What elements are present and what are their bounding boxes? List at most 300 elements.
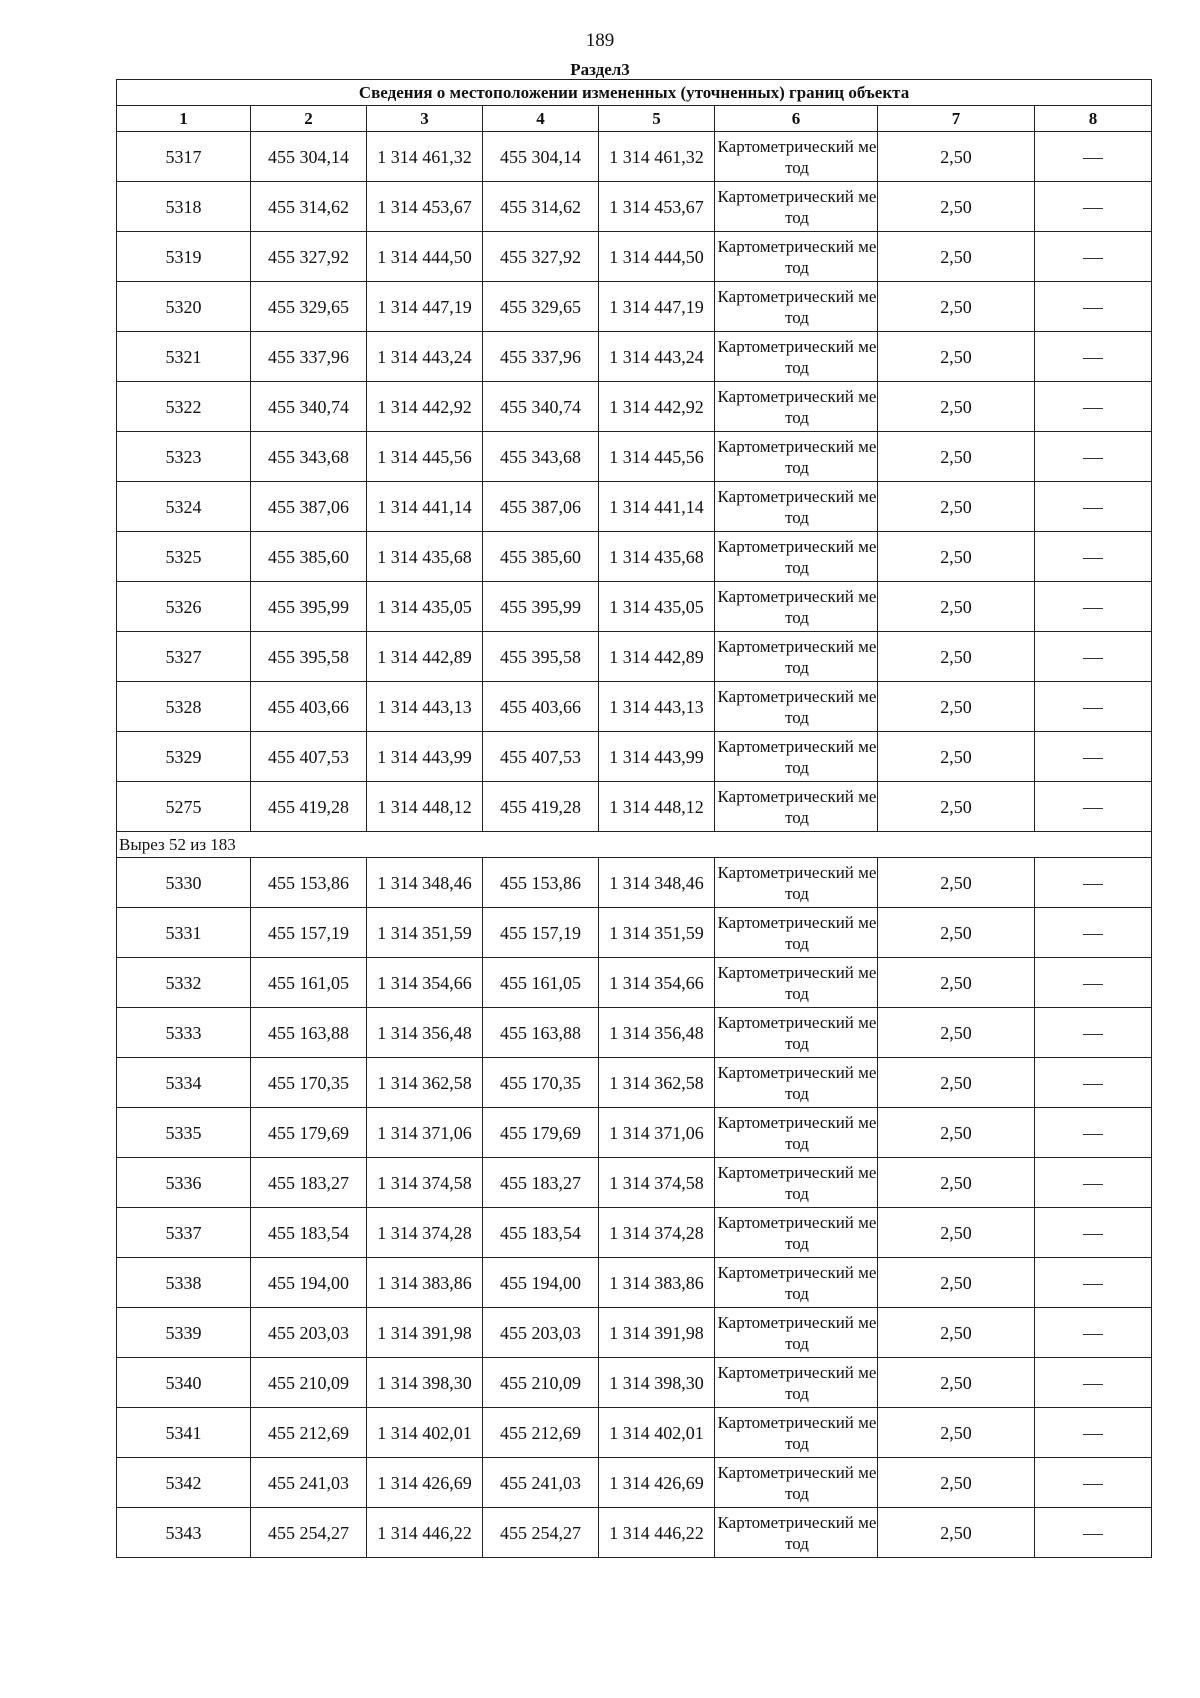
x-coordinate-cell: 455 194,00 [251, 1258, 367, 1308]
point-number-cell: 5340 [117, 1358, 251, 1408]
x-refined-cell: 455 203,03 [483, 1308, 599, 1358]
y-refined-cell: 1 314 443,13 [599, 682, 715, 732]
x-refined-cell: 455 387,06 [483, 482, 599, 532]
note-cell [1035, 1508, 1152, 1558]
method-cell: Картометрический метод [715, 1308, 878, 1358]
x-coordinate-cell: 455 327,92 [251, 232, 367, 282]
x-coordinate-cell: 455 385,60 [251, 532, 367, 582]
y-refined-cell: 1 314 354,66 [599, 958, 715, 1008]
y-coordinate-cell: 1 314 435,68 [367, 532, 483, 582]
x-refined-cell: 455 304,14 [483, 132, 599, 182]
accuracy-cell: 2,50 [878, 1108, 1035, 1158]
y-coordinate-cell: 1 314 362,58 [367, 1058, 483, 1108]
method-cell: Картометрический метод [715, 1108, 878, 1158]
y-coordinate-cell: 1 314 348,46 [367, 858, 483, 908]
page-number: 189 [585, 30, 615, 51]
method-cell: Картометрический метод [715, 582, 878, 632]
x-coordinate-cell: 455 170,35 [251, 1058, 367, 1108]
method-cell: Картометрический метод [715, 1058, 878, 1108]
y-refined-cell: 1 314 362,58 [599, 1058, 715, 1108]
accuracy-cell: 2,50 [878, 1308, 1035, 1358]
dash-mark [1083, 208, 1103, 209]
x-coordinate-cell: 455 343,68 [251, 432, 367, 482]
table-row [117, 858, 1152, 908]
dash-mark [1083, 158, 1103, 159]
note-text [1103, 696, 1104, 697]
point-number-cell: 5325 [117, 532, 251, 582]
x-refined-cell: 455 153,86 [483, 858, 599, 908]
note-cell [1035, 1058, 1152, 1108]
y-refined-cell: 1 314 356,48 [599, 1008, 715, 1058]
x-refined-cell: 455 157,19 [483, 908, 599, 958]
table-caption: Сведения о местоположении измененных (уточненных) границ объекта [117, 80, 1152, 106]
note-cell [1035, 1258, 1152, 1308]
x-coordinate-cell: 455 153,86 [251, 858, 367, 908]
group-label-row [117, 832, 1152, 858]
accuracy-cell: 2,50 [878, 782, 1035, 832]
y-coordinate-cell: 1 314 448,12 [367, 782, 483, 832]
accuracy-cell: 2,50 [878, 282, 1035, 332]
y-refined-cell: 1 314 442,92 [599, 382, 715, 432]
y-coordinate-cell: 1 314 356,48 [367, 1008, 483, 1058]
point-number-cell: 5337 [117, 1208, 251, 1258]
note-cell [1035, 1308, 1152, 1358]
note-text [1103, 1172, 1104, 1173]
accuracy-cell: 2,50 [878, 908, 1035, 958]
dash-mark [1083, 1534, 1103, 1535]
point-number-cell: 5275 [117, 782, 251, 832]
accuracy-cell: 2,50 [878, 232, 1035, 282]
y-refined-cell: 1 314 461,32 [599, 132, 715, 182]
point-number-cell: 5317 [117, 132, 251, 182]
y-refined-cell: 1 314 426,69 [599, 1458, 715, 1508]
x-coordinate-cell: 455 210,09 [251, 1358, 367, 1408]
method-cell: Картометрический метод [715, 482, 878, 532]
x-refined-cell: 455 407,53 [483, 732, 599, 782]
method-cell: Картометрический метод [715, 782, 878, 832]
accuracy-cell: 2,50 [878, 1058, 1035, 1108]
accuracy-cell: 2,50 [878, 332, 1035, 382]
x-refined-cell: 455 212,69 [483, 1408, 599, 1458]
x-coordinate-cell: 455 387,06 [251, 482, 367, 532]
note-text [1103, 346, 1104, 347]
accuracy-cell: 2,50 [878, 382, 1035, 432]
y-coordinate-cell: 1 314 447,19 [367, 282, 483, 332]
method-cell: Картометрический метод [715, 1408, 878, 1458]
x-refined-cell: 455 395,99 [483, 582, 599, 632]
point-number-cell: 5320 [117, 282, 251, 332]
note-text [1103, 1272, 1104, 1273]
dash-mark [1083, 608, 1103, 609]
note-cell [1035, 1008, 1152, 1058]
x-coordinate-cell: 455 314,62 [251, 182, 367, 232]
note-cell [1035, 232, 1152, 282]
table-row [117, 782, 1152, 832]
note-text [1103, 746, 1104, 747]
y-refined-cell: 1 314 371,06 [599, 1108, 715, 1158]
table-row [117, 332, 1152, 382]
x-refined-cell: 455 194,00 [483, 1258, 599, 1308]
y-refined-cell: 1 314 444,50 [599, 232, 715, 282]
note-text [1103, 446, 1104, 447]
x-coordinate-cell: 455 304,14 [251, 132, 367, 182]
x-refined-cell: 455 161,05 [483, 958, 599, 1008]
x-refined-cell: 455 419,28 [483, 782, 599, 832]
point-number-cell: 5326 [117, 582, 251, 632]
dash-mark [1083, 1334, 1103, 1335]
note-cell [1035, 632, 1152, 682]
accuracy-cell: 2,50 [878, 1258, 1035, 1308]
table-row [117, 232, 1152, 282]
y-refined-cell: 1 314 445,56 [599, 432, 715, 482]
table-row [117, 532, 1152, 582]
y-refined-cell: 1 314 447,19 [599, 282, 715, 332]
y-coordinate-cell: 1 314 435,05 [367, 582, 483, 632]
y-refined-cell: 1 314 448,12 [599, 782, 715, 832]
note-cell [1035, 908, 1152, 958]
method-cell: Картометрический метод [715, 232, 878, 282]
method-cell: Картометрический метод [715, 682, 878, 732]
method-cell: Картометрический метод [715, 1508, 878, 1558]
x-refined-cell: 455 210,09 [483, 1358, 599, 1408]
accuracy-cell: 2,50 [878, 182, 1035, 232]
accuracy-cell: 2,50 [878, 1208, 1035, 1258]
point-number-cell: 5321 [117, 332, 251, 382]
x-coordinate-cell: 455 254,27 [251, 1508, 367, 1558]
column-number-7: 7 [878, 106, 1035, 132]
dash-mark [1083, 1484, 1103, 1485]
x-coordinate-cell: 455 407,53 [251, 732, 367, 782]
point-number-cell: 5336 [117, 1158, 251, 1208]
method-cell: Картометрический метод [715, 1258, 878, 1308]
note-cell [1035, 732, 1152, 782]
accuracy-cell: 2,50 [878, 732, 1035, 782]
table-row [117, 908, 1152, 958]
x-refined-cell: 455 170,35 [483, 1058, 599, 1108]
point-number-cell: 5341 [117, 1408, 251, 1458]
x-refined-cell: 455 327,92 [483, 232, 599, 282]
dash-mark [1083, 934, 1103, 935]
x-refined-cell: 455 183,27 [483, 1158, 599, 1208]
column-number-row [117, 106, 1152, 132]
point-number-cell: 5322 [117, 382, 251, 432]
dash-mark [1083, 358, 1103, 359]
x-refined-cell: 455 343,68 [483, 432, 599, 482]
column-number-6: 6 [715, 106, 878, 132]
y-refined-cell: 1 314 442,89 [599, 632, 715, 682]
method-cell: Картометрический метод [715, 1358, 878, 1408]
y-refined-cell: 1 314 446,22 [599, 1508, 715, 1558]
y-coordinate-cell: 1 314 442,89 [367, 632, 483, 682]
table-row [117, 1008, 1152, 1058]
note-text [1103, 1472, 1104, 1473]
x-coordinate-cell: 455 241,03 [251, 1458, 367, 1508]
method-cell: Картометрический метод [715, 382, 878, 432]
point-number-cell: 5332 [117, 958, 251, 1008]
point-number-cell: 5343 [117, 1508, 251, 1558]
y-coordinate-cell: 1 314 374,58 [367, 1158, 483, 1208]
x-refined-cell: 455 179,69 [483, 1108, 599, 1158]
method-cell: Картометрический метод [715, 858, 878, 908]
dash-mark [1083, 408, 1103, 409]
accuracy-cell: 2,50 [878, 1508, 1035, 1558]
point-number-cell: 5334 [117, 1058, 251, 1108]
table-row [117, 1358, 1152, 1408]
note-cell [1035, 482, 1152, 532]
note-text [1103, 246, 1104, 247]
table-body [117, 80, 1152, 1558]
note-text [1103, 1422, 1104, 1423]
accuracy-cell: 2,50 [878, 532, 1035, 582]
y-refined-cell: 1 314 402,01 [599, 1408, 715, 1458]
point-number-cell: 5328 [117, 682, 251, 732]
accuracy-cell: 2,50 [878, 482, 1035, 532]
table-row [117, 1458, 1152, 1508]
y-refined-cell: 1 314 383,86 [599, 1258, 715, 1308]
x-coordinate-cell: 455 161,05 [251, 958, 367, 1008]
note-text [1103, 396, 1104, 397]
y-coordinate-cell: 1 314 446,22 [367, 1508, 483, 1558]
dash-mark [1083, 708, 1103, 709]
note-cell [1035, 282, 1152, 332]
note-text [1103, 1072, 1104, 1073]
x-refined-cell: 455 395,58 [483, 632, 599, 682]
dash-mark [1083, 308, 1103, 309]
note-cell [1035, 132, 1152, 182]
dash-mark [1083, 1384, 1103, 1385]
y-coordinate-cell: 1 314 453,67 [367, 182, 483, 232]
x-refined-cell: 455 403,66 [483, 682, 599, 732]
dash-mark [1083, 1034, 1103, 1035]
x-coordinate-cell: 455 183,54 [251, 1208, 367, 1258]
method-cell: Картометрический метод [715, 632, 878, 682]
accuracy-cell: 2,50 [878, 132, 1035, 182]
y-coordinate-cell: 1 314 442,92 [367, 382, 483, 432]
note-cell [1035, 682, 1152, 732]
method-cell: Картометрический метод [715, 958, 878, 1008]
note-text [1103, 972, 1104, 973]
note-text [1103, 296, 1104, 297]
x-refined-cell: 455 254,27 [483, 1508, 599, 1558]
y-refined-cell: 1 314 398,30 [599, 1358, 715, 1408]
note-cell [1035, 1408, 1152, 1458]
table-row [117, 1208, 1152, 1258]
point-number-cell: 5338 [117, 1258, 251, 1308]
y-coordinate-cell: 1 314 351,59 [367, 908, 483, 958]
note-text [1103, 872, 1104, 873]
table-row [117, 1158, 1152, 1208]
method-cell: Картометрический метод [715, 1208, 878, 1258]
table-row [117, 132, 1152, 182]
point-number-cell: 5323 [117, 432, 251, 482]
x-refined-cell: 455 329,65 [483, 282, 599, 332]
note-text [1103, 146, 1104, 147]
accuracy-cell: 2,50 [878, 858, 1035, 908]
table-row [117, 1258, 1152, 1308]
table-row [117, 382, 1152, 432]
x-refined-cell: 455 385,60 [483, 532, 599, 582]
dash-mark [1083, 258, 1103, 259]
x-refined-cell: 455 163,88 [483, 1008, 599, 1058]
x-coordinate-cell: 455 183,27 [251, 1158, 367, 1208]
x-coordinate-cell: 455 395,58 [251, 632, 367, 682]
y-refined-cell: 1 314 443,99 [599, 732, 715, 782]
method-cell: Картометрический метод [715, 332, 878, 382]
note-text [1103, 546, 1104, 547]
y-refined-cell: 1 314 441,14 [599, 482, 715, 532]
note-text [1103, 1322, 1104, 1323]
x-coordinate-cell: 455 403,66 [251, 682, 367, 732]
method-cell: Картометрический метод [715, 432, 878, 482]
point-number-cell: 5339 [117, 1308, 251, 1358]
x-coordinate-cell: 455 179,69 [251, 1108, 367, 1158]
table-row [117, 432, 1152, 482]
x-coordinate-cell: 455 163,88 [251, 1008, 367, 1058]
note-text [1103, 1372, 1104, 1373]
table-row [117, 282, 1152, 332]
y-refined-cell: 1 314 374,58 [599, 1158, 715, 1208]
y-refined-cell: 1 314 351,59 [599, 908, 715, 958]
accuracy-cell: 2,50 [878, 1008, 1035, 1058]
coordinates-table [116, 79, 1152, 1558]
method-cell: Картометрический метод [715, 182, 878, 232]
dash-mark [1083, 1134, 1103, 1135]
column-number-4: 4 [483, 106, 599, 132]
y-coordinate-cell: 1 314 383,86 [367, 1258, 483, 1308]
y-coordinate-cell: 1 314 371,06 [367, 1108, 483, 1158]
y-coordinate-cell: 1 314 443,24 [367, 332, 483, 382]
note-cell [1035, 1158, 1152, 1208]
y-coordinate-cell: 1 314 391,98 [367, 1308, 483, 1358]
x-coordinate-cell: 455 212,69 [251, 1408, 367, 1458]
dash-mark [1083, 658, 1103, 659]
point-number-cell: 5331 [117, 908, 251, 958]
table-caption-row [117, 80, 1152, 106]
y-refined-cell: 1 314 374,28 [599, 1208, 715, 1258]
y-coordinate-cell: 1 314 426,69 [367, 1458, 483, 1508]
y-coordinate-cell: 1 314 461,32 [367, 132, 483, 182]
dash-mark [1083, 558, 1103, 559]
x-coordinate-cell: 455 203,03 [251, 1308, 367, 1358]
note-text [1103, 796, 1104, 797]
y-coordinate-cell: 1 314 398,30 [367, 1358, 483, 1408]
point-number-cell: 5324 [117, 482, 251, 532]
y-refined-cell: 1 314 435,68 [599, 532, 715, 582]
point-number-cell: 5329 [117, 732, 251, 782]
method-cell: Картометрический метод [715, 732, 878, 782]
note-cell [1035, 1358, 1152, 1408]
y-refined-cell: 1 314 391,98 [599, 1308, 715, 1358]
point-number-cell: 5327 [117, 632, 251, 682]
accuracy-cell: 2,50 [878, 1458, 1035, 1508]
y-coordinate-cell: 1 314 374,28 [367, 1208, 483, 1258]
y-refined-cell: 1 314 443,24 [599, 332, 715, 382]
note-cell [1035, 432, 1152, 482]
accuracy-cell: 2,50 [878, 632, 1035, 682]
y-coordinate-cell: 1 314 443,99 [367, 732, 483, 782]
accuracy-cell: 2,50 [878, 1158, 1035, 1208]
accuracy-cell: 2,50 [878, 1408, 1035, 1458]
accuracy-cell: 2,50 [878, 958, 1035, 1008]
column-number-8: 8 [1035, 106, 1152, 132]
x-coordinate-cell: 455 329,65 [251, 282, 367, 332]
group-label: Вырез 52 из 183 [117, 832, 1152, 858]
note-cell [1035, 958, 1152, 1008]
note-cell [1035, 582, 1152, 632]
dash-mark [1083, 1434, 1103, 1435]
x-refined-cell: 455 337,96 [483, 332, 599, 382]
method-cell: Картометрический метод [715, 1008, 878, 1058]
dash-mark [1083, 984, 1103, 985]
note-text [1103, 1022, 1104, 1023]
note-text [1103, 1222, 1104, 1223]
dash-mark [1083, 1284, 1103, 1285]
method-cell: Картометрический метод [715, 1158, 878, 1208]
point-number-cell: 5318 [117, 182, 251, 232]
note-cell [1035, 1208, 1152, 1258]
table-row [117, 682, 1152, 732]
method-cell: Картометрический метод [715, 132, 878, 182]
dash-mark [1083, 458, 1103, 459]
column-number-2: 2 [251, 106, 367, 132]
x-coordinate-cell: 455 419,28 [251, 782, 367, 832]
method-cell: Картометрический метод [715, 1458, 878, 1508]
method-cell: Картометрический метод [715, 532, 878, 582]
note-cell [1035, 382, 1152, 432]
note-text [1103, 196, 1104, 197]
y-refined-cell: 1 314 453,67 [599, 182, 715, 232]
y-coordinate-cell: 1 314 444,50 [367, 232, 483, 282]
dash-mark [1083, 1234, 1103, 1235]
x-refined-cell: 455 340,74 [483, 382, 599, 432]
note-text [1103, 922, 1104, 923]
dash-mark [1083, 1184, 1103, 1185]
section-title: Раздел3 [570, 60, 630, 79]
table-row [117, 1308, 1152, 1358]
dash-mark [1083, 1084, 1103, 1085]
y-refined-cell: 1 314 435,05 [599, 582, 715, 632]
note-text [1103, 496, 1104, 497]
method-cell: Картометрический метод [715, 282, 878, 332]
note-cell [1035, 532, 1152, 582]
table-row [117, 632, 1152, 682]
x-refined-cell: 455 241,03 [483, 1458, 599, 1508]
table-row [117, 958, 1152, 1008]
y-coordinate-cell: 1 314 441,14 [367, 482, 483, 532]
note-cell [1035, 858, 1152, 908]
point-number-cell: 5333 [117, 1008, 251, 1058]
y-refined-cell: 1 314 348,46 [599, 858, 715, 908]
y-coordinate-cell: 1 314 402,01 [367, 1408, 483, 1458]
x-coordinate-cell: 455 395,99 [251, 582, 367, 632]
table-row [117, 482, 1152, 532]
accuracy-cell: 2,50 [878, 582, 1035, 632]
point-number-cell: 5319 [117, 232, 251, 282]
dash-mark [1083, 884, 1103, 885]
table-row [117, 1408, 1152, 1458]
y-coordinate-cell: 1 314 354,66 [367, 958, 483, 1008]
x-coordinate-cell: 455 337,96 [251, 332, 367, 382]
x-refined-cell: 455 314,62 [483, 182, 599, 232]
note-cell [1035, 182, 1152, 232]
dash-mark [1083, 508, 1103, 509]
note-text [1103, 596, 1104, 597]
table-row [117, 582, 1152, 632]
accuracy-cell: 2,50 [878, 1358, 1035, 1408]
point-number-cell: 5330 [117, 858, 251, 908]
note-cell [1035, 1458, 1152, 1508]
y-coordinate-cell: 1 314 443,13 [367, 682, 483, 732]
